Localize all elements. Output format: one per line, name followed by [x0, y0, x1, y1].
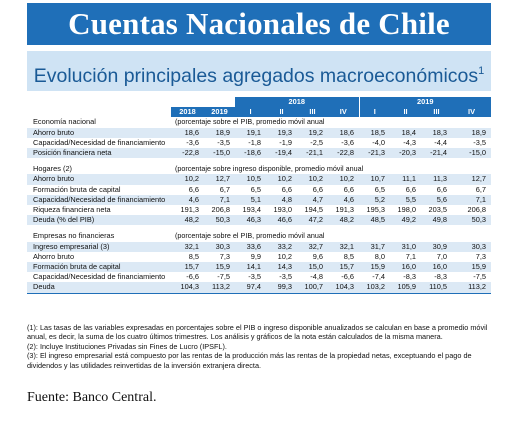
row-value: 10,2 — [277, 251, 292, 261]
aggregates-table — [27, 97, 491, 294]
row-value: 8,0 — [374, 251, 386, 261]
row-value: 4,7 — [297, 195, 328, 205]
row-value: 18,5 — [359, 128, 390, 138]
row-value: 32,1 — [171, 242, 204, 252]
table-body — [27, 117, 491, 293]
row-value: 6,6 — [188, 184, 199, 194]
row-value: -6,6 — [341, 272, 355, 282]
row-value: 7,3 — [219, 251, 230, 261]
section-heading: Empresas no financieras — [33, 231, 115, 241]
page-title: Cuentas Nacionales de Chile — [27, 3, 491, 45]
row-value: 14,1 — [235, 262, 266, 272]
row-label: Formación bruta de capital — [27, 262, 171, 272]
row-value: 99,3 — [266, 282, 297, 293]
header-quarter: III — [421, 107, 452, 117]
row-value: 18,6 — [171, 128, 204, 138]
row-value: -4,3 — [403, 137, 417, 147]
row-value: -7,4 — [372, 272, 386, 282]
row-label: Capacidad/Necesidad de financiamiento — [33, 137, 166, 147]
header-col-2019: 2019 — [204, 107, 235, 117]
row-value: 12,7 — [452, 174, 491, 184]
header-quarter: III — [297, 107, 328, 117]
row-value: 32,1 — [328, 242, 359, 252]
row-value: -1,8 — [248, 137, 261, 147]
row-value: -3,5 — [248, 272, 261, 282]
header-row-quarters — [27, 107, 491, 117]
row-value: 5,5 — [390, 195, 421, 205]
row-value: 32,7 — [297, 242, 328, 252]
row-value: 193,0 — [273, 205, 292, 215]
row-value: -22,8 — [328, 148, 359, 158]
row-value: -18,6 — [235, 148, 266, 158]
row-value: 10,2 — [328, 174, 359, 184]
row-label: Capacidad/Necesidad de financiamiento — [33, 272, 166, 282]
row-value: 31,7 — [359, 242, 390, 252]
row-value: 203,5 — [428, 205, 448, 215]
table-row — [27, 185, 491, 195]
subtitle-footnote-mark: 1 — [478, 65, 485, 77]
row-value: 6,6 — [343, 184, 355, 194]
header-col-2018: 2018 — [171, 107, 204, 117]
footnote: (2): Incluye Instituciones Privadas sin Fines de Lucro (IPSFL). — [27, 341, 227, 351]
section-heading-row — [27, 231, 491, 241]
row-value: 16,0 — [390, 262, 421, 272]
row-value: -4,8 — [310, 272, 323, 282]
row-label: Ingreso empresarial (3) — [27, 242, 171, 252]
row-value: -3,6 — [186, 137, 199, 147]
row-value: 103,2 — [359, 282, 390, 293]
row-value: 110,5 — [421, 282, 452, 293]
row-label: Ahorro bruto — [27, 128, 171, 138]
table-row — [27, 252, 491, 262]
row-value: 48,5 — [359, 215, 390, 225]
row-value: 7,3 — [475, 251, 487, 261]
row-label: Deuda — [27, 282, 171, 293]
row-value: 18,9 — [204, 128, 235, 138]
table-row — [27, 148, 491, 158]
row-value: 18,4 — [390, 128, 421, 138]
row-value: 9,9 — [250, 251, 261, 261]
row-value: 49,2 — [390, 215, 421, 225]
section-unit: (porcentaje sobre el PIB, promedio móvil anual — [175, 117, 325, 127]
row-value: 6,5 — [374, 184, 386, 194]
footnote: (1): Las tasas de las variables expresadas en porcentajes sobre el PIB o ingreso disponible anualizados se calculan en base a promedio móvil anual, es decir, la suma de los cuatro últimos trimestres. Los análisis y gráficos de la nota están calculados de la misma manera. — [27, 323, 488, 342]
header-year-2019: 2019 — [359, 97, 491, 107]
row-label: Ahorro bruto — [27, 174, 171, 184]
section-heading: Hogares (2) — [33, 164, 73, 174]
row-value: 10,5 — [235, 174, 266, 184]
header-blank — [171, 97, 204, 107]
row-value: 6,6 — [436, 184, 448, 194]
row-value: -21,3 — [359, 148, 390, 158]
row-value: 6,5 — [250, 184, 261, 194]
row-value: 30,9 — [421, 242, 452, 252]
row-value: 31,0 — [390, 242, 421, 252]
row-value: 198,0 — [397, 205, 417, 215]
row-value: -3,5 — [279, 272, 292, 282]
row-value: -15,0 — [204, 148, 235, 158]
row-value: 8,5 — [188, 251, 199, 261]
header-quarter: II — [266, 107, 297, 117]
row-value: 30,3 — [452, 242, 491, 252]
row-value: 8,5 — [343, 251, 355, 261]
row-value: 7,1 — [452, 195, 491, 205]
page-subtitle — [27, 51, 491, 91]
row-value: 15,9 — [204, 262, 235, 272]
row-value: 6,6 — [281, 184, 292, 194]
table-row — [27, 272, 491, 282]
aggregates-table-container — [27, 97, 491, 294]
row-value: 10,2 — [171, 174, 204, 184]
row-value: 7,0 — [436, 251, 448, 261]
row-value: 97,4 — [235, 282, 266, 293]
header-quarter: II — [390, 107, 421, 117]
row-value: 6,6 — [405, 184, 417, 194]
row-value: 4,6 — [328, 195, 359, 205]
section-unit: (porcentaje sobre el PIB, promedio móvil anual — [175, 231, 325, 241]
header-quarter: I — [235, 107, 266, 117]
table-row — [27, 215, 491, 225]
table-row — [27, 262, 491, 272]
row-label: Capacidad/Necesidad de financiamiento — [27, 195, 171, 205]
row-value: 47,2 — [297, 215, 328, 225]
row-value: 15,0 — [297, 262, 328, 272]
row-value: 46,3 — [235, 215, 266, 225]
row-value: -7,5 — [217, 272, 230, 282]
row-value: 206,8 — [467, 205, 487, 215]
row-value: 104,3 — [171, 282, 204, 293]
row-value: 49,8 — [421, 215, 452, 225]
row-value: 10,7 — [359, 174, 390, 184]
row-value: 113,2 — [204, 282, 235, 293]
subtitle-text: Evolución principales agregados macroeconómicos — [33, 65, 479, 87]
row-value: 191,3 — [180, 205, 199, 215]
section-heading-row — [27, 164, 491, 174]
row-value: 15,9 — [359, 262, 390, 272]
row-value: -2,5 — [310, 137, 323, 147]
row-value: -21,4 — [421, 148, 452, 158]
row-value: 33,6 — [235, 242, 266, 252]
row-value: 10,2 — [297, 174, 328, 184]
table-row — [27, 138, 491, 148]
row-value: 18,9 — [452, 128, 491, 138]
row-value: 5,2 — [359, 195, 390, 205]
row-value: 5,6 — [421, 195, 452, 205]
header-quarter: IV — [452, 107, 491, 117]
row-value: 206,8 — [211, 205, 230, 215]
section-unit: (porcentaje sobre ingreso disponible, promedio móvil anual — [175, 164, 364, 174]
header-blank — [27, 107, 171, 117]
row-value: 16,0 — [421, 262, 452, 272]
row-value: 15,7 — [171, 262, 204, 272]
section-heading: Economía nacional — [33, 117, 96, 127]
header-row-years — [27, 97, 491, 107]
row-value: -20,3 — [390, 148, 421, 158]
row-value: 48,2 — [328, 215, 359, 225]
header-quarter: IV — [328, 107, 359, 117]
table-row — [27, 282, 491, 293]
row-value: 19,2 — [297, 128, 328, 138]
row-value: -1,9 — [279, 137, 292, 147]
row-value: 7,1 — [405, 251, 417, 261]
source-line: Fuente: Banco Central. — [27, 390, 157, 405]
row-value: 193,4 — [242, 205, 261, 215]
row-value: 11,3 — [421, 174, 452, 184]
row-value: -3,6 — [341, 137, 355, 147]
row-value: 113,2 — [452, 282, 491, 293]
row-value: 4,6 — [171, 195, 204, 205]
row-value: 11,1 — [390, 174, 421, 184]
row-value: 12,7 — [204, 174, 235, 184]
row-value: 15,7 — [328, 262, 359, 272]
table-row — [27, 174, 491, 184]
row-value: -22,8 — [171, 148, 204, 158]
row-value: 9,6 — [312, 251, 323, 261]
row-value: -4,4 — [434, 137, 448, 147]
row-value: 14,3 — [266, 262, 297, 272]
row-value: 19,3 — [266, 128, 297, 138]
row-value: 46,6 — [266, 215, 297, 225]
row-label: Deuda (% del PIB) — [27, 215, 171, 225]
row-label: Posición financiera neta — [27, 148, 171, 158]
row-value: 33,2 — [266, 242, 297, 252]
section-heading-row — [27, 117, 491, 127]
table-row — [27, 205, 491, 215]
row-value: 5,1 — [235, 195, 266, 205]
row-value: 50,3 — [452, 215, 491, 225]
footnote: (3): El ingreso empresarial está compuesto por las rentas de la producción más las rentas de la propiedad netas, exceptuando el pago de dividendos y las utilidades reinvertidas de la inversión extranjera directa. — [27, 351, 472, 370]
row-value: 48,2 — [171, 215, 204, 225]
header-blank — [27, 97, 171, 107]
row-label: Formación bruta de capital — [33, 184, 121, 194]
row-value: -6,6 — [186, 272, 199, 282]
row-value: -8,3 — [434, 272, 448, 282]
row-label: Riqueza financiera neta — [33, 205, 111, 215]
row-value: -8,3 — [403, 272, 417, 282]
header-quarter: I — [359, 107, 390, 117]
row-value: 6,7 — [475, 184, 487, 194]
row-value: 19,1 — [235, 128, 266, 138]
header-year-2018: 2018 — [235, 97, 359, 107]
table-row — [27, 195, 491, 205]
row-label: Ahorro bruto — [33, 251, 75, 261]
row-value: 18,3 — [421, 128, 452, 138]
row-value: -3,5 — [473, 137, 487, 147]
row-value: 30,3 — [204, 242, 235, 252]
row-value: 105,9 — [390, 282, 421, 293]
row-value: 195,3 — [366, 205, 386, 215]
row-value: 7,1 — [204, 195, 235, 205]
row-value: -21,1 — [297, 148, 328, 158]
row-value: 6,6 — [312, 184, 323, 194]
row-value: 18,6 — [328, 128, 359, 138]
footnotes — [27, 323, 491, 370]
row-value: 100,7 — [297, 282, 328, 293]
row-value: -3,5 — [217, 137, 230, 147]
row-value: -19,4 — [266, 148, 297, 158]
row-value: 15,9 — [452, 262, 491, 272]
row-value: 194,5 — [304, 205, 323, 215]
table-row — [27, 242, 491, 252]
row-value: -15,0 — [452, 148, 491, 158]
row-value: 50,3 — [204, 215, 235, 225]
row-value: 191,3 — [335, 205, 355, 215]
table-row — [27, 128, 491, 138]
header-blank — [204, 97, 235, 107]
row-value: 104,3 — [328, 282, 359, 293]
row-value: -7,5 — [473, 272, 487, 282]
row-value: 6,7 — [219, 184, 230, 194]
row-value: -4,0 — [372, 137, 386, 147]
row-value: 10,2 — [266, 174, 297, 184]
row-value: 4,8 — [266, 195, 297, 205]
